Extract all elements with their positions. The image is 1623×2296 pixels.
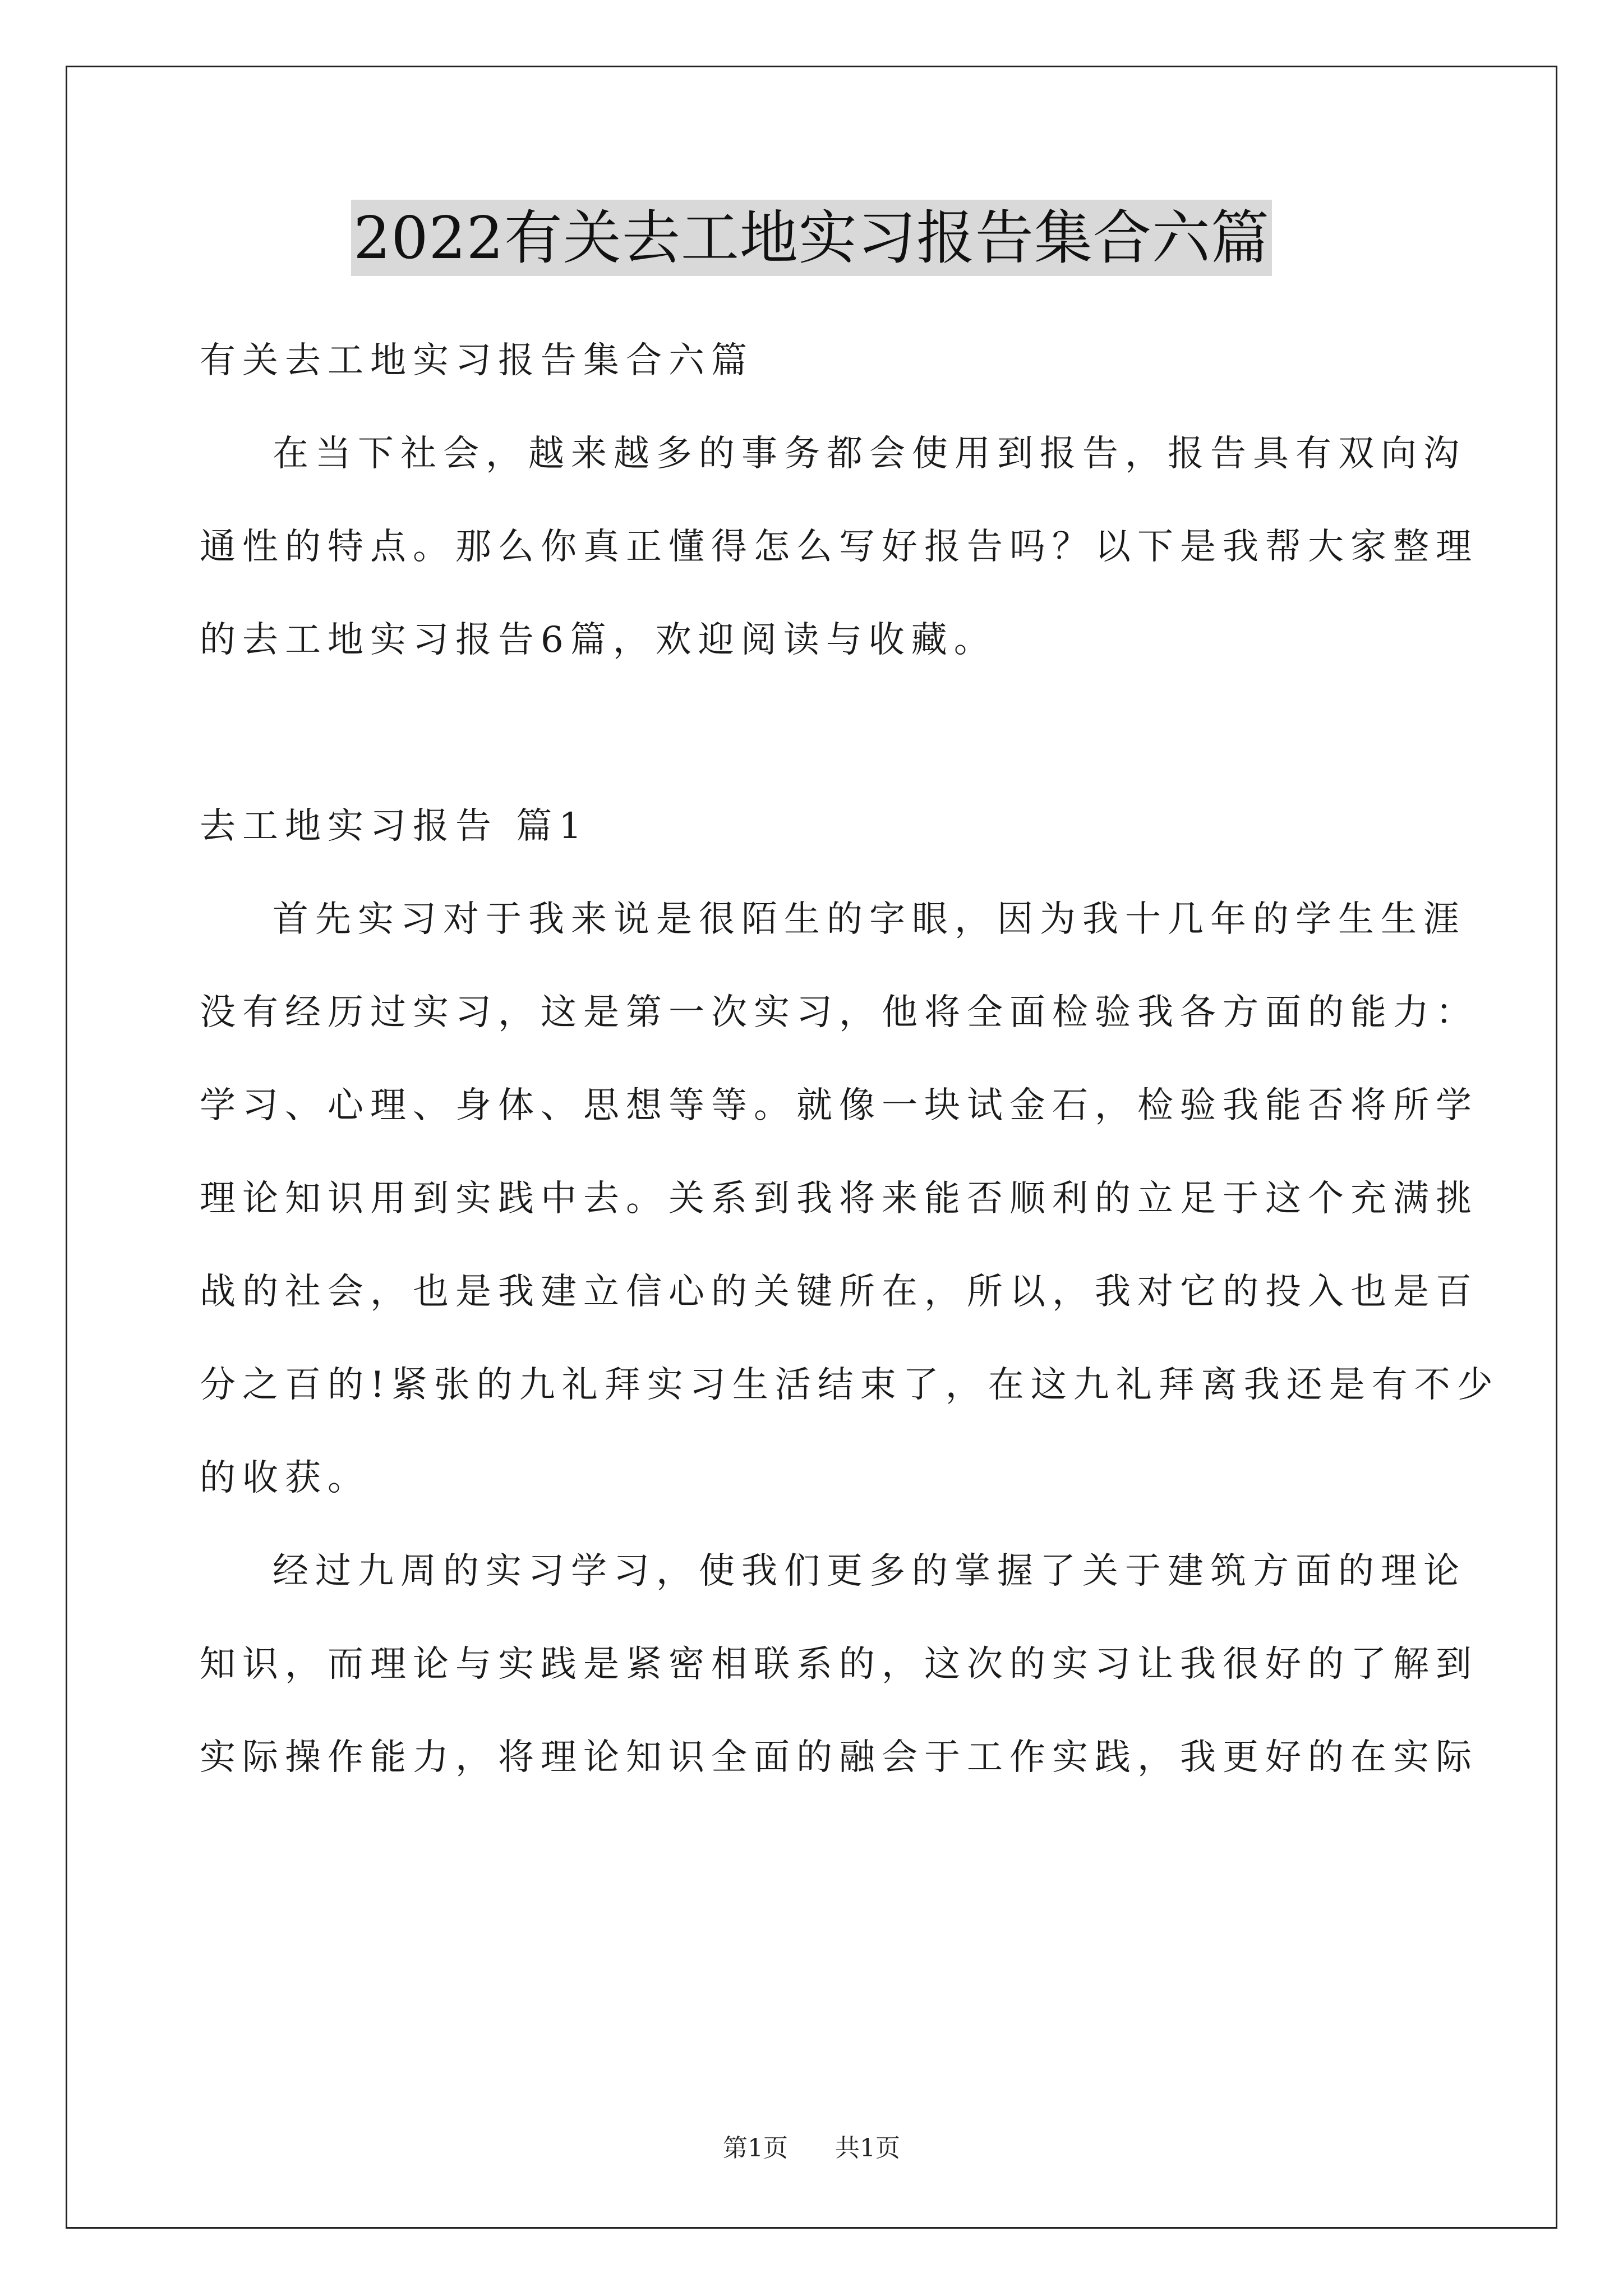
paragraph-line: 经过九周的实习学习，使我们更多的掌握了关于建筑方面的理论 — [273, 1550, 1466, 1592]
page-total: 共1页 — [835, 2134, 900, 2162]
page-number: 第1页 — [723, 2134, 788, 2162]
page-footer — [0, 2132, 1623, 2165]
paragraph-line: 首先实习对于我来说是很陌生的字眼，因为我十几年的学生生涯 — [273, 899, 1466, 940]
paragraph-line: 战的社会，也是我建立信心的关键所在，所以，我对它的投入也是百 — [200, 1271, 1478, 1313]
paragraph-line: 理论知识用到实践中去。关系到我将来能否顺利的立足于这个充满挑 — [200, 1178, 1478, 1220]
paragraph-line: 的收获。 — [200, 1457, 370, 1499]
paragraph-line: 学习、心理、身体、思想等等。就像一块试金石，检验我能否将所学 — [200, 1085, 1478, 1126]
paragraph-line: 实际操作能力，将理论知识全面的融会于工作实践，我更好的在实际 — [200, 1737, 1478, 1778]
paragraph-line: 分之百的!紧张的九礼拜实习生活结束了，在这九礼拜离我还是有不少 — [200, 1364, 1500, 1406]
subtitle-line: 有关去工地实习报告集合六篇 — [200, 340, 754, 381]
title-container — [0, 200, 1623, 276]
section-heading: 去工地实习报告 篇1 — [200, 806, 589, 847]
paragraph-line: 知识，而理论与实践是紧密相联系的，这次的实习让我很好的了解到 — [200, 1644, 1478, 1685]
paragraph-line: 在当下社会，越来越多的事务都会使用到报告，报告具有双向沟 — [273, 433, 1466, 475]
document-body — [200, 314, 1500, 1804]
document-title: 2022有关去工地实习报告集合六篇 — [351, 200, 1272, 276]
paragraph-line: 没有经历过实习，这是第一次实习，他将全面检验我各方面的能力： — [200, 992, 1478, 1033]
blank-line — [200, 687, 1428, 780]
paragraph-line: 的去工地实习报告6篇，欢迎阅读与收藏。 — [200, 619, 997, 661]
paragraph-line: 通性的特点。那么你真正懂得怎么写好报告吗？以下是我帮大家整理 — [200, 526, 1478, 568]
